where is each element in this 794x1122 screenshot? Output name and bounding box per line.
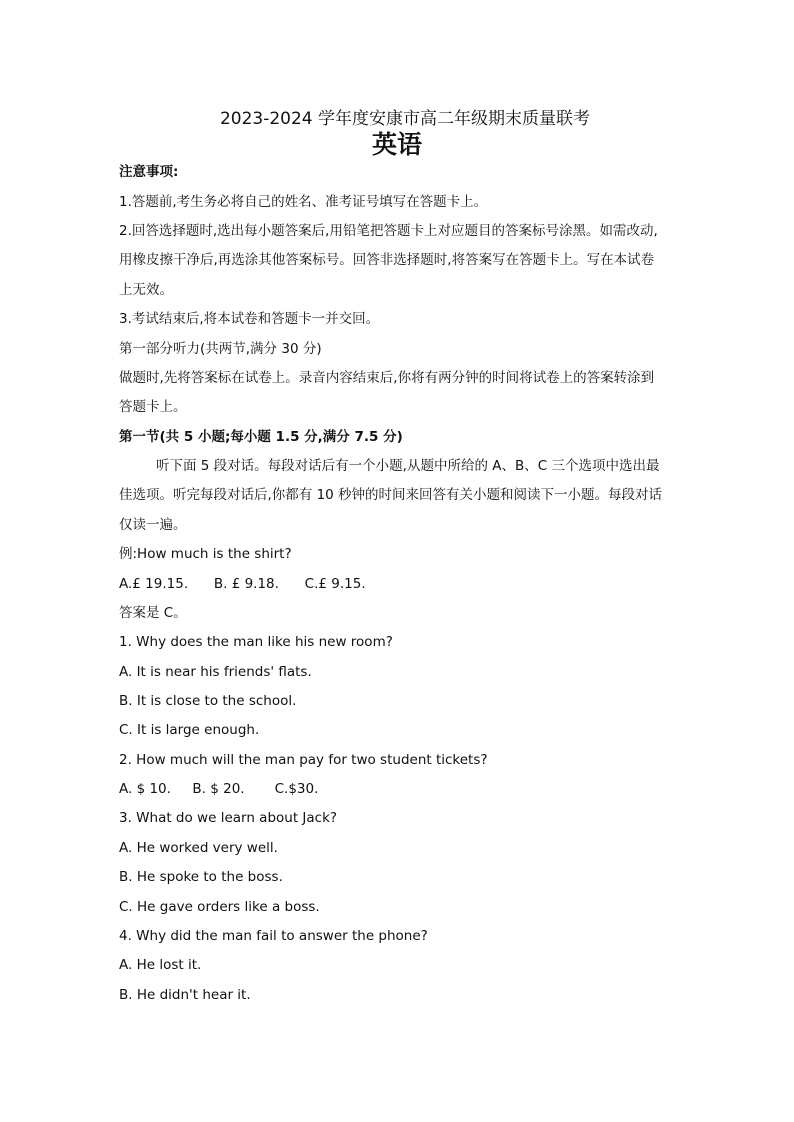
notes-heading: 注意事项: xyxy=(119,164,179,180)
question-1: 1. Why does the man like his new room? xyxy=(119,634,393,650)
question-3-option-c: C. He gave orders like a boss. xyxy=(119,899,320,915)
section1-heading: 第一节(共 5 小题;每小题 1.5 分,满分 7.5 分) xyxy=(119,429,403,445)
example-question: 例:How much is the shirt? xyxy=(119,546,292,562)
question-2-options: A. $ 10. B. $ 20. C.$30. xyxy=(119,781,319,797)
section1-instr-line-3: 仅读一遍。 xyxy=(119,517,187,533)
note-item-2-line-3: 上无效。 xyxy=(119,282,173,298)
question-3: 3. What do we learn about Jack? xyxy=(119,810,338,826)
question-4: 4. Why did the man fail to answer the phone? xyxy=(119,928,428,944)
note-item-2-line-1: 2.回答选择题时,选出每小题答案后,用铅笔把答题卡上对应题目的答案标号涂黑。如需改动, xyxy=(119,223,658,239)
note-item-1: 1.答题前,考生务必将自己的姓名、准考证号填写在答题卡上。 xyxy=(119,194,488,210)
example-answer: 答案是 C。 xyxy=(119,605,187,621)
example-options: A.£ 19.15. B. £ 9.18. C.£ 9.15. xyxy=(119,576,366,592)
question-4-option-a: A. He lost it. xyxy=(119,957,202,973)
section1-instr-line-1: 听下面 5 段对话。每段对话后有一个小题,从题中所给的 A、B、C 三个选项中选出最 xyxy=(156,458,660,474)
note-item-3: 3.考试结束后,将本试卷和答题卡一并交回。 xyxy=(119,311,380,327)
part1-desc-line-1: 做题时,先将答案标在试卷上。录音内容结束后,你将有两分钟的时间将试卷上的答案转涂到 xyxy=(119,370,655,386)
part1-heading: 第一部分听力(共两节,满分 30 分) xyxy=(119,341,322,357)
question-3-option-a: A. He worked very well. xyxy=(119,840,278,856)
part1-desc-line-2: 答题卡上。 xyxy=(119,399,187,415)
question-4-option-b: B. He didn't hear it. xyxy=(119,987,251,1003)
question-1-option-c: C. It is large enough. xyxy=(119,722,260,738)
question-1-option-a: A. It is near his friends' flats. xyxy=(119,664,312,680)
question-3-option-b: B. He spoke to the boss. xyxy=(119,869,283,885)
subject-title: 英语 xyxy=(371,130,422,159)
note-item-2-line-2: 用橡皮擦干净后,再选涂其他答案标号。回答非选择题时,将答案写在答题卡上。写在本试卷 xyxy=(119,252,655,268)
exam-title: 2023-2024 学年度安康市高二年级期末质量联考 xyxy=(219,109,591,129)
question-1-option-b: B. It is close to the school. xyxy=(119,693,297,709)
question-2: 2. How much will the man pay for two student tickets? xyxy=(119,752,488,768)
section1-instr-line-2: 佳选项。听完每段对话后,你都有 10 秒钟的时间来回答有关小题和阅读下一小题。每段对话 xyxy=(119,487,663,503)
